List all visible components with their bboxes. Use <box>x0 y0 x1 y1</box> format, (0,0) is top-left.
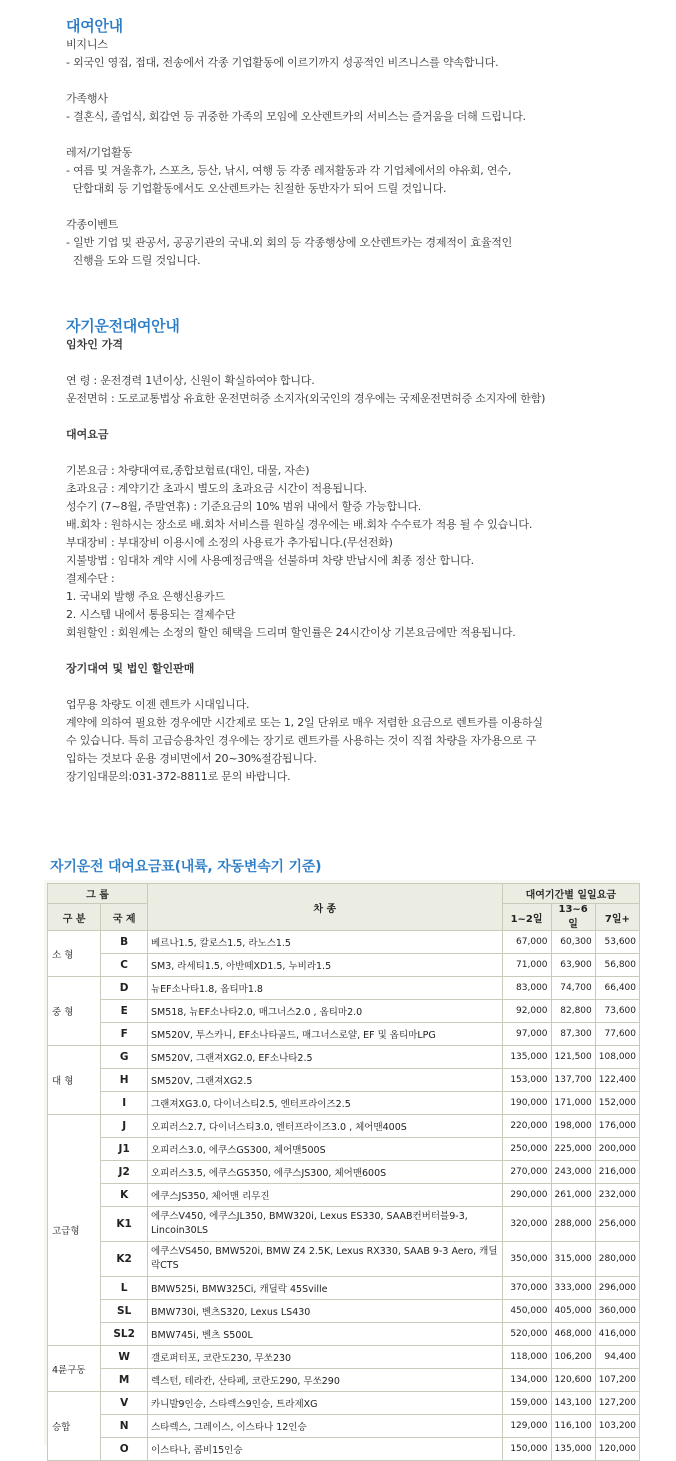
guide-item-text: - 일반 기업 및 관공서, 공공기관의 국내.외 회의 등 각종행상에 오산렌트카는 경제적이 효율적인 <box>66 236 513 249</box>
rate-7-plus-days: 280,000 <box>595 1242 639 1277</box>
rental-guide-section <box>66 16 646 270</box>
car-class-code: B <box>101 931 148 954</box>
table-row <box>48 1161 640 1184</box>
car-models: 에쿠스V450, 에쿠스JL350, BMW320i, Lexus ES330, SAAB컨버터블9-3, Lincoin30LS <box>147 1207 502 1242</box>
car-models: 그랜져XG3.0, 다이너스티2.5, 엔터프라이즈2.5 <box>147 1092 502 1115</box>
rate-1-2-days: 450,000 <box>502 1300 551 1323</box>
rate-3-6-days: 143,100 <box>551 1392 595 1415</box>
longterm-line: 업무용 차량도 이젠 렌트카 시대입니다. <box>66 698 250 711</box>
rate-1-2-days: 153,000 <box>502 1069 551 1092</box>
rate-3-6-days: 137,700 <box>551 1069 595 1092</box>
car-models: 이스타나, 콤비15인승 <box>147 1438 502 1461</box>
rate-7-plus-days: 232,000 <box>595 1184 639 1207</box>
car-models: SM520V, 그랜져XG2.5 <box>147 1069 502 1092</box>
fee-line: 배.회차 : 원하시는 장소로 배.회차 서비스를 원하실 경우에는 배.회차 수수료가 적용 될 수 있습니다. <box>66 518 533 531</box>
self-drive-title: 자기운전대여안내 <box>66 317 180 335</box>
guide-item-heading: 비지니스 <box>66 38 108 51</box>
longterm-heading: 장기대여 및 법인 할인판매 <box>66 662 195 675</box>
guide-item-text: 진행을 도와 드릴 것입니다. <box>66 254 201 267</box>
rate-3-6-days: 60,300 <box>551 931 595 954</box>
rate-3-6-days: 74,700 <box>551 977 595 1000</box>
rate-1-2-days: 220,000 <box>502 1115 551 1138</box>
rate-3-6-days: 120,600 <box>551 1369 595 1392</box>
rate-table <box>47 883 640 1461</box>
rate-1-2-days: 129,000 <box>502 1415 551 1438</box>
car-class-code: C <box>101 954 148 977</box>
guide-item-heading: 가족행사 <box>66 92 108 105</box>
table-row <box>48 1069 640 1092</box>
rate-7-plus-days: 127,200 <box>595 1392 639 1415</box>
header-intl: 국 제 <box>101 904 148 931</box>
car-class-code: J2 <box>101 1161 148 1184</box>
rate-3-6-days: 135,000 <box>551 1438 595 1461</box>
rate-1-2-days: 290,000 <box>502 1184 551 1207</box>
car-class-code: K2 <box>101 1242 148 1277</box>
rate-3-6-days: 243,000 <box>551 1161 595 1184</box>
car-class-code: K1 <box>101 1207 148 1242</box>
car-models: 에쿠스JS350, 체어맨 리무진 <box>147 1184 502 1207</box>
car-class-code: W <box>101 1346 148 1369</box>
car-models: 오피러스3.0, 에쿠스GS300, 체어맨500S <box>147 1138 502 1161</box>
fee-line: 회원할인 : 회원께는 소정의 할인 혜택을 드리며 할인률은 24시간이상 기본요금에만 적용됩니다. <box>66 626 516 639</box>
rate-1-2-days: 250,000 <box>502 1138 551 1161</box>
rate-7-plus-days: 256,000 <box>595 1207 639 1242</box>
car-class-code: E <box>101 1000 148 1023</box>
car-class-code: F <box>101 1023 148 1046</box>
guide-item-text: - 여름 및 겨울휴가, 스포츠, 등산, 낚시, 여행 등 각종 레저활동과 각 기업체에서의 야유회, 연수, <box>66 164 512 177</box>
longterm-line: 계약에 의하여 필요한 경우에만 시간제로 또는 1, 2일 단위로 매우 저렴한 요금으로 렌트카를 이용하실 <box>66 716 543 729</box>
car-models: 렉스턴, 테라칸, 산타페, 코란도290, 무쏘290 <box>147 1369 502 1392</box>
guide-item-text: 단합대회 등 기업활동에서도 오산렌트카는 친절한 동반자가 되어 드릴 것입니다. <box>66 182 447 195</box>
car-class-code: I <box>101 1092 148 1115</box>
fee-line: 결제수단 : <box>66 572 115 585</box>
rate-7-plus-days: 107,200 <box>595 1369 639 1392</box>
header-group: 그 룹 <box>48 884 148 904</box>
longterm-contact: 장기임대문의:031-372-8811로 문의 바랍니다. <box>66 770 291 783</box>
guide-item-heading: 레저/기업활동 <box>66 146 133 159</box>
rate-1-2-days: 520,000 <box>502 1323 551 1346</box>
car-class-code: V <box>101 1392 148 1415</box>
fee-line: 초과요금 : 계약기간 초과시 별도의 초과요금 시간이 적용됩니다. <box>66 482 367 495</box>
group-name: 고급형 <box>48 1115 101 1346</box>
car-class-code: O <box>101 1438 148 1461</box>
rate-1-2-days: 92,000 <box>502 1000 551 1023</box>
car-models: 오피러스2.7, 다이너스티3.0, 엔터프라이즈3.0 , 체어맨400S <box>147 1115 502 1138</box>
fee-line: 성수기 (7~8월, 주말연휴) : 기준요금의 10% 범위 내에서 할증 가능합니다. <box>66 500 422 513</box>
table-row <box>48 1207 640 1242</box>
car-models: 오피러스3.5, 에쿠스GS350, 에쿠스JS300, 체어맨600S <box>147 1161 502 1184</box>
table-row <box>48 1184 640 1207</box>
rate-1-2-days: 159,000 <box>502 1392 551 1415</box>
fee-line: 기본요금 : 차량대여료,종합보험료(대인, 대물, 자손) <box>66 464 310 477</box>
group-name: 중 형 <box>48 977 101 1046</box>
car-models: BMW745i, 벤츠 S500L <box>147 1323 502 1346</box>
car-models: SM518, 뉴EF소나타2.0, 매그너스2.0 , 옵티마2.0 <box>147 1000 502 1023</box>
rate-3-6-days: 87,300 <box>551 1023 595 1046</box>
table-row <box>48 1138 640 1161</box>
car-class-code: SL2 <box>101 1323 148 1346</box>
guide-item-text: - 결혼식, 졸업식, 회갑연 등 귀중한 가족의 모임에 오산렌트카의 서비스는 즐거움을 더해 드립니다. <box>66 110 526 123</box>
rate-7-plus-days: 120,000 <box>595 1438 639 1461</box>
header-period-1: 1~2일 <box>502 904 551 931</box>
car-models: 에쿠스VS450, BMW520i, BMW Z4 2.5K, Lexus RX330, SAAB 9-3 Aero, 캐딜락CTS <box>147 1242 502 1277</box>
rate-table-title: 자기운전 대여요금표(내륙, 자동변속기 기준) <box>50 859 322 875</box>
car-class-code: M <box>101 1369 148 1392</box>
table-row <box>48 1369 640 1392</box>
table-row <box>48 1438 640 1461</box>
car-class-code: K <box>101 1184 148 1207</box>
rate-3-6-days: 315,000 <box>551 1242 595 1277</box>
longterm-line: 입하는 것보다 운용 경비면에서 20~30%절감됩니다. <box>66 752 317 765</box>
car-models: SM3, 라세티1.5, 아반떼XD1.5, 누비라1.5 <box>147 954 502 977</box>
car-class-code: G <box>101 1046 148 1069</box>
rate-7-plus-days: 73,600 <box>595 1000 639 1023</box>
table-row <box>48 1115 640 1138</box>
table-row <box>48 1023 640 1046</box>
rate-3-6-days: 121,500 <box>551 1046 595 1069</box>
guide-item-leisure <box>66 144 646 198</box>
car-models: SM520V, 그랜져XG2.0, EF소나타2.5 <box>147 1046 502 1069</box>
car-class-code: D <box>101 977 148 1000</box>
rate-7-plus-days: 176,000 <box>595 1115 639 1138</box>
rate-1-2-days: 320,000 <box>502 1207 551 1242</box>
car-models: 뉴EF소나타1.8, 옵티마1.8 <box>147 977 502 1000</box>
rate-7-plus-days: 416,000 <box>595 1323 639 1346</box>
guide-item-text: - 외국인 영접, 접대, 전송에서 각종 기업활동에 이르기까지 성공적인 비즈니스를 약속합니다. <box>66 56 499 69</box>
car-class-code: N <box>101 1415 148 1438</box>
fee-line: 1. 국내외 발행 주요 은행신용카드 <box>66 590 225 603</box>
renter-age-text: 연 령 : 운전경력 1년이상, 신원이 확실하여야 합니다. <box>66 374 315 387</box>
rate-1-2-days: 83,000 <box>502 977 551 1000</box>
table-row <box>48 931 640 954</box>
rate-3-6-days: 405,000 <box>551 1300 595 1323</box>
fee-heading: 대여요금 <box>66 428 109 441</box>
header-daily-rate: 대여기간별 일일요금 <box>502 884 639 904</box>
rate-3-6-days: 82,800 <box>551 1000 595 1023</box>
rate-3-6-days: 333,000 <box>551 1277 595 1300</box>
table-row <box>48 1323 640 1346</box>
rate-1-2-days: 97,000 <box>502 1023 551 1046</box>
rate-3-6-days: 106,200 <box>551 1346 595 1369</box>
car-models: BMW525i, BMW325Ci, 캐딜락 45Sville <box>147 1277 502 1300</box>
longterm-line: 수 있습니다. 특히 고급승용차인 경우에는 장기로 렌트카를 사용하는 것이 직접 차량을 자가용으로 구 <box>66 734 537 747</box>
table-row <box>48 1300 640 1323</box>
rate-1-2-days: 190,000 <box>502 1092 551 1115</box>
fee-line: 2. 시스템 내에서 통용되는 결제수단 <box>66 608 236 621</box>
guide-item-business <box>66 36 646 72</box>
car-models: 갤로퍼터포, 코란도230, 무쏘230 <box>147 1346 502 1369</box>
guide-item-heading: 각종이벤트 <box>66 218 119 231</box>
header-category: 구 분 <box>48 904 101 931</box>
fee-line: 지불방법 : 임대차 계약 시에 사용예정금액을 선불하며 차량 반납시에 최종 정산 합니다. <box>66 554 474 567</box>
rate-1-2-days: 270,000 <box>502 1161 551 1184</box>
car-class-code: J1 <box>101 1138 148 1161</box>
rate-7-plus-days: 296,000 <box>595 1277 639 1300</box>
car-class-code: H <box>101 1069 148 1092</box>
car-class-code: L <box>101 1277 148 1300</box>
rate-3-6-days: 198,000 <box>551 1115 595 1138</box>
group-name: 소 형 <box>48 931 101 977</box>
table-row <box>48 1000 640 1023</box>
rate-7-plus-days: 94,400 <box>595 1346 639 1369</box>
car-class-code: J <box>101 1115 148 1138</box>
group-name: 대 형 <box>48 1046 101 1115</box>
rate-7-plus-days: 200,000 <box>595 1138 639 1161</box>
table-row <box>48 1046 640 1069</box>
fee-line: 부대장비 : 부대장비 이용시에 소정의 사용료가 추가됩니다.(무선전화) <box>66 536 393 549</box>
rate-7-plus-days: 66,400 <box>595 977 639 1000</box>
rate-1-2-days: 370,000 <box>502 1277 551 1300</box>
rate-7-plus-days: 360,000 <box>595 1300 639 1323</box>
rate-3-6-days: 261,000 <box>551 1184 595 1207</box>
car-models: SM520V, 투스카니, EF소나타골드, 매그너스로얄, EF 및 옵티마LPG <box>147 1023 502 1046</box>
rate-3-6-days: 468,000 <box>551 1323 595 1346</box>
rate-3-6-days: 116,100 <box>551 1415 595 1438</box>
car-models: 스타렉스, 그레이스, 이스타나 12인승 <box>147 1415 502 1438</box>
rate-1-2-days: 134,000 <box>502 1369 551 1392</box>
table-row <box>48 954 640 977</box>
guide-item-family <box>66 90 646 126</box>
rental-guide-title: 대여안내 <box>66 17 123 35</box>
car-models: BMW730i, 벤츠S320, Lexus LS430 <box>147 1300 502 1323</box>
rate-table-panel <box>44 880 640 1456</box>
rate-7-plus-days: 108,000 <box>595 1046 639 1069</box>
header-period-3: 7일+ <box>595 904 639 931</box>
rate-3-6-days: 225,000 <box>551 1138 595 1161</box>
car-models: 베르나1.5, 칼로스1.5, 라노스1.5 <box>147 931 502 954</box>
table-row <box>48 1346 640 1369</box>
group-name: 4륜구동 <box>48 1346 101 1392</box>
car-models: 카니발9인승, 스타렉스9인승, 트라제XG <box>147 1392 502 1415</box>
rate-7-plus-days: 56,800 <box>595 954 639 977</box>
rate-1-2-days: 118,000 <box>502 1346 551 1369</box>
rate-3-6-days: 288,000 <box>551 1207 595 1242</box>
rate-1-2-days: 67,000 <box>502 931 551 954</box>
guide-item-events <box>66 216 646 270</box>
renter-qualification-heading: 임차인 가격 <box>66 338 123 351</box>
table-row <box>48 1092 640 1115</box>
table-row <box>48 1415 640 1438</box>
rate-table-body <box>48 931 640 1461</box>
rate-1-2-days: 71,000 <box>502 954 551 977</box>
rate-7-plus-days: 103,200 <box>595 1415 639 1438</box>
rate-3-6-days: 171,000 <box>551 1092 595 1115</box>
header-car: 차 종 <box>147 884 502 931</box>
rate-1-2-days: 135,000 <box>502 1046 551 1069</box>
group-name: 승합 <box>48 1392 101 1461</box>
header-period-2: 13~6일 <box>551 904 595 931</box>
rate-3-6-days: 63,900 <box>551 954 595 977</box>
rate-7-plus-days: 152,000 <box>595 1092 639 1115</box>
rate-7-plus-days: 77,600 <box>595 1023 639 1046</box>
rate-1-2-days: 350,000 <box>502 1242 551 1277</box>
car-class-code: SL <box>101 1300 148 1323</box>
table-row <box>48 1277 640 1300</box>
table-row <box>48 977 640 1000</box>
rate-1-2-days: 150,000 <box>502 1438 551 1461</box>
self-drive-section <box>66 316 646 786</box>
rate-7-plus-days: 53,600 <box>595 931 639 954</box>
rate-7-plus-days: 122,400 <box>595 1069 639 1092</box>
rate-7-plus-days: 216,000 <box>595 1161 639 1184</box>
table-row <box>48 1242 640 1277</box>
renter-license-text: 운전면허 : 도로교통법상 유효한 운전면허증 소지자(외국인의 경우에는 국제운전면허증 소지자에 한함) <box>66 392 546 405</box>
table-row <box>48 1392 640 1415</box>
